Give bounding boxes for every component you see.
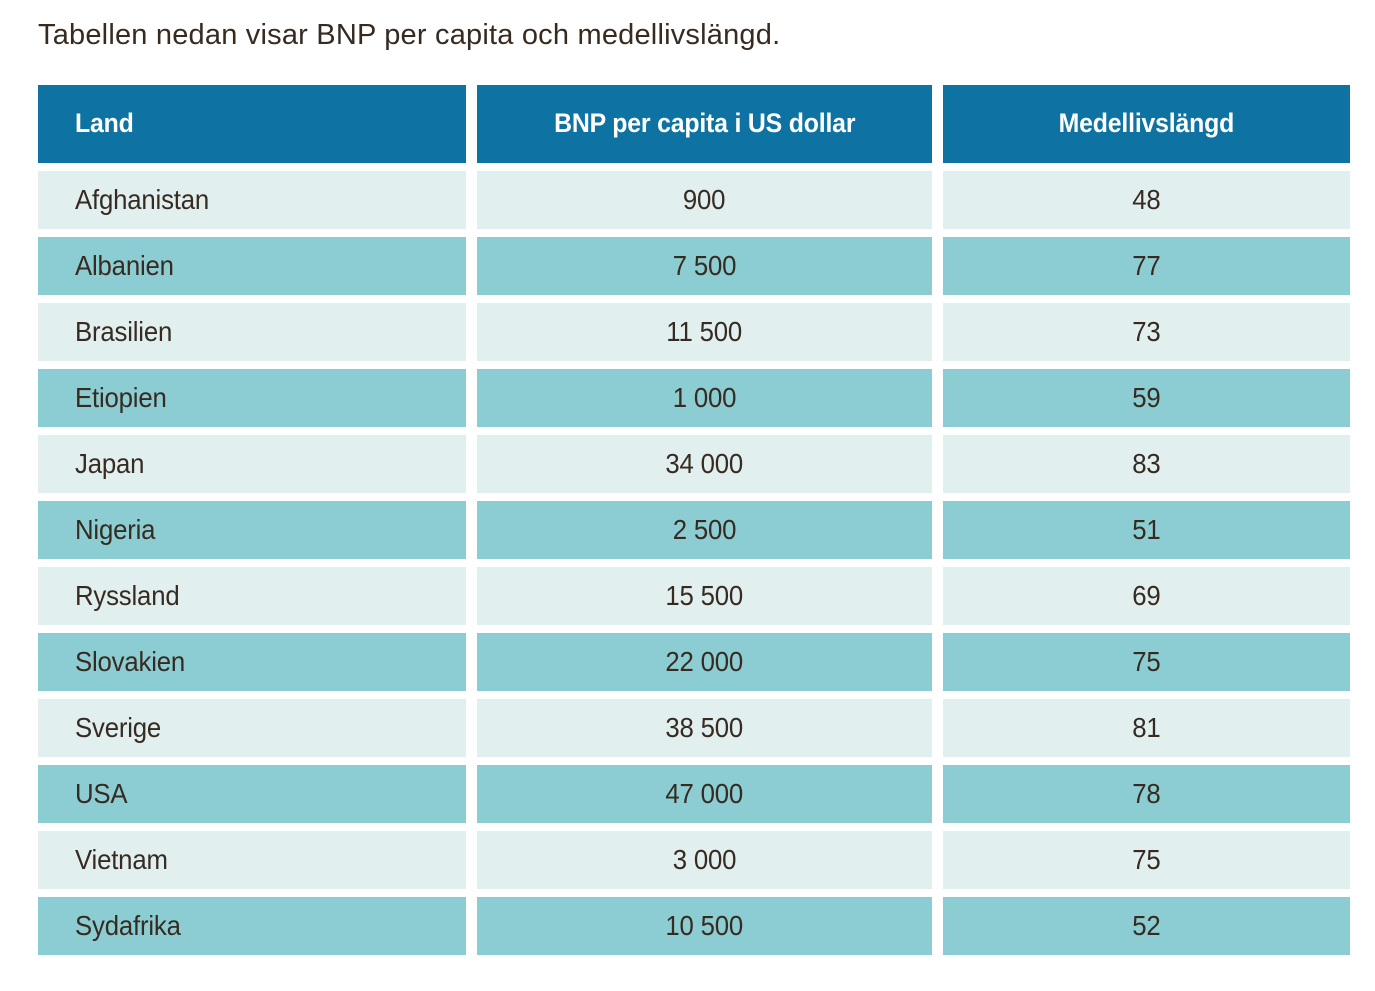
bnp-cell-text: 3 000 [672,843,737,875]
life-cell [943,633,1350,691]
country-cell [38,765,466,823]
country-cell-text: Brasilien [75,315,173,347]
life-cell-text: 52 [1132,909,1161,941]
life-cell-text: 77 [1132,249,1161,281]
bnp-cell-text: 2 500 [672,513,737,545]
country-cell [38,831,466,889]
bnp-cell-text: 1 000 [672,381,737,413]
bnp-cell [477,567,932,625]
bnp-cell [477,171,932,229]
country-cell-text: Albanien [75,249,174,281]
life-cell-text: 69 [1132,579,1161,611]
bnp-cell [477,369,932,427]
bnp-cell [477,633,932,691]
header-cell-bnp-per-capita: BNP per capita i US dollar [477,85,932,163]
country-cell [38,369,466,427]
life-cell-text: 78 [1132,777,1161,809]
bnp-cell [477,831,932,889]
country-cell [38,699,466,757]
life-cell [943,303,1350,361]
country-cell [38,237,466,295]
country-cell-text: Japan [75,447,145,479]
bnp-cell [477,699,932,757]
bnp-cell [477,897,932,955]
bnp-cell-text: 11 500 [666,315,743,347]
life-cell-text: 75 [1132,645,1161,677]
bnp-cell [477,303,932,361]
data-table [38,85,1350,955]
life-cell [943,501,1350,559]
page-title: Tabellen nedan visar BNP per capita och medellivslängd. [38,19,781,51]
country-cell-text: Sverige [75,711,162,743]
life-cell [943,171,1350,229]
country-cell [38,303,466,361]
country-cell [38,633,466,691]
life-cell [943,567,1350,625]
life-cell-text: 83 [1132,447,1161,479]
life-cell-text: 75 [1132,843,1161,875]
header-cell-land: Land [38,85,466,163]
header-cell-medellivslangd: Medellivslängd [943,85,1350,163]
bnp-cell-text: 7 500 [672,249,737,281]
life-cell [943,435,1350,493]
bnp-cell [477,765,932,823]
life-cell-text: 51 [1132,513,1161,545]
country-cell-text: USA [75,777,128,809]
life-cell [943,831,1350,889]
country-cell-text: Nigeria [75,513,156,545]
country-cell-text: Etiopien [75,381,167,413]
bnp-cell-text: 22 000 [665,645,744,677]
life-cell-text: 81 [1132,711,1161,743]
country-cell-text: Vietnam [75,843,168,875]
life-cell-text: 73 [1132,315,1161,347]
country-cell [38,567,466,625]
country-cell [38,171,466,229]
life-cell [943,897,1350,955]
life-cell [943,369,1350,427]
bnp-cell-text: 10 500 [665,909,744,941]
life-cell [943,699,1350,757]
bnp-cell-text: 900 [683,183,726,215]
bnp-cell [477,435,932,493]
life-cell [943,765,1350,823]
bnp-cell-text: 47 000 [665,777,744,809]
country-cell [38,897,466,955]
bnp-cell [477,237,932,295]
country-cell-text: Sydafrika [75,909,181,941]
bnp-cell-text: 34 000 [665,447,744,479]
bnp-cell [477,501,932,559]
country-cell-text: Afghanistan [75,183,210,215]
country-cell [38,435,466,493]
life-cell-text: 48 [1132,183,1161,215]
country-cell-text: Slovakien [75,645,186,677]
bnp-cell-text: 38 500 [665,711,744,743]
life-cell-text: 59 [1132,381,1161,413]
country-cell [38,501,466,559]
life-cell [943,237,1350,295]
bnp-cell-text: 15 500 [665,579,744,611]
country-cell-text: Ryssland [75,579,180,611]
